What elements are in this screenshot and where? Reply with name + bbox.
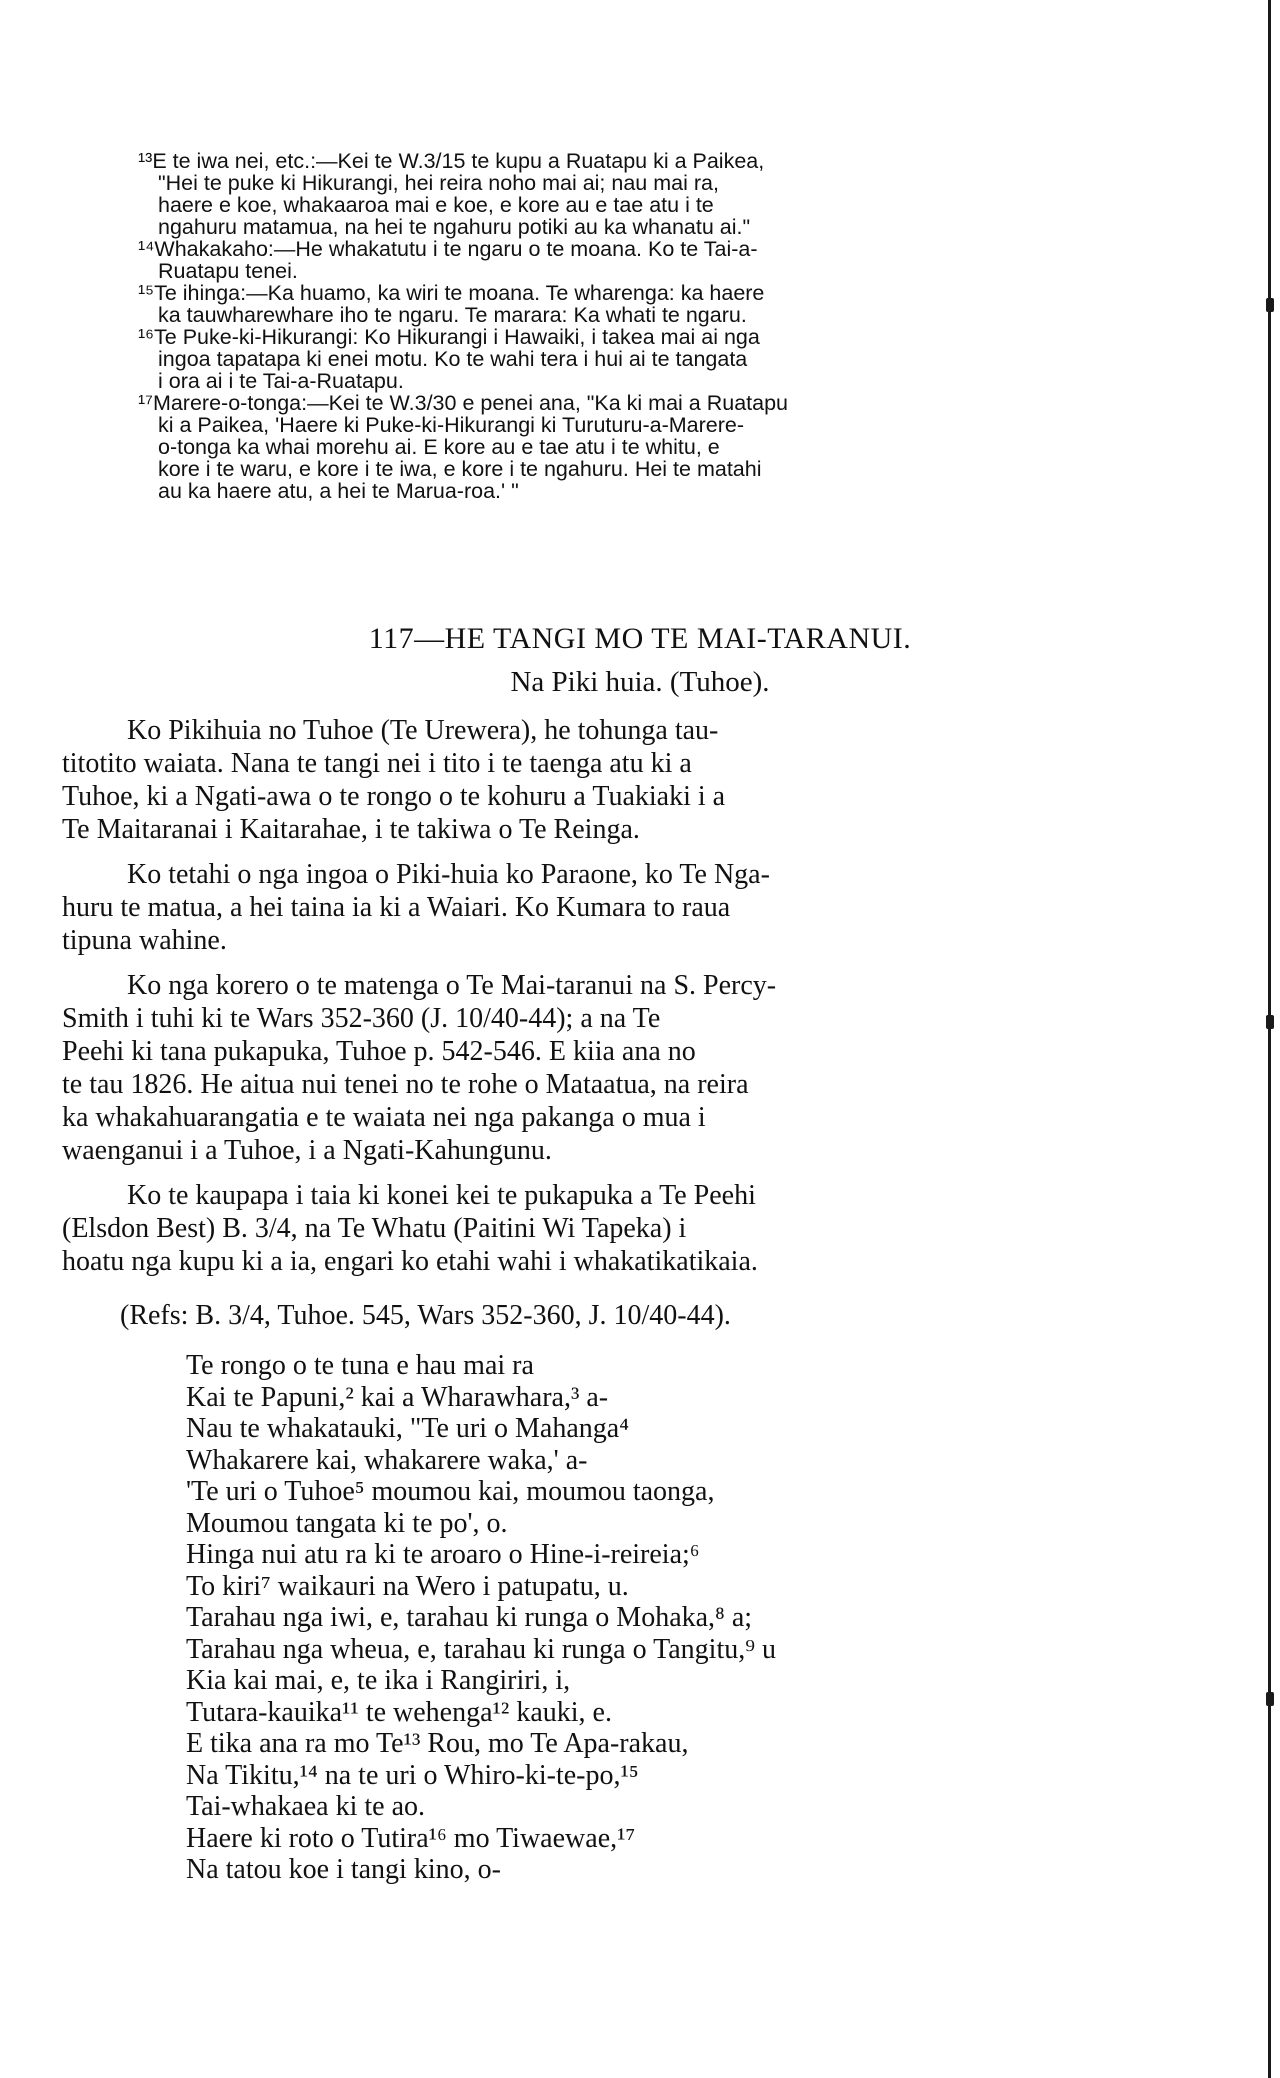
paragraph	[62, 969, 1062, 1167]
note-line: o-tonga ka whai morehu ai. E kore au e tae atu i te whitu, e	[158, 435, 720, 459]
note-line: ingoa tapatapa ki enei motu. Ko te wahi tera i hui ai te tangata	[158, 347, 748, 371]
note-line: ka tauwharewhare iho te ngaru. Te marara: Ka whati te ngaru.	[158, 303, 747, 327]
paragraph-line: Ko Pikihuia no Tuhoe (Te Urewera), he tohunga tau-	[127, 715, 719, 746]
note-line: haere e koe, whakaaroa mai e koe, e kore au e tae atu i te	[158, 193, 714, 217]
footnote-13	[138, 150, 1058, 238]
lyric-line: Kai te Papuni,² kai a Wharawhara,³ a-	[186, 1381, 609, 1413]
lyric-line: Te rongo o te tuna e hau mai ra	[186, 1350, 534, 1381]
lyric-line: Tarahau nga wheua, e, tarahau ki runga o Tangitu,⁹ u	[186, 1633, 776, 1665]
lyric-line: Whakarere kai, whakarere waka,' a-	[186, 1444, 588, 1476]
note-line: ¹⁴Whakakaho:—He whakatutu i te ngaru o te moana. Ko te Tai-a-	[138, 237, 758, 261]
note-line: ¹³E te iwa nei, etc.:—Kei te W.3/15 te kupu a Ruatapu ki a Paikea,	[138, 149, 765, 173]
paragraph-line: Peehi ki tana pukapuka, Tuhoe p. 542-546. E kiia ana no	[62, 1036, 696, 1067]
note-line: ¹⁶Te Puke-ki-Hikurangi: Ko Hikurangi i Hawaiki, i takea mai ai nga	[138, 325, 760, 349]
page-edge-mark	[1266, 1015, 1274, 1029]
paragraph-line: Tuhoe, ki a Ngati-awa o te rongo o te kohuru a Tuakiaki i a	[62, 781, 726, 812]
page-edge-mark	[1266, 298, 1274, 312]
paragraph-line: Te Maitaranai i Kaitarahae, i te takiwa o Te Reinga.	[62, 814, 640, 845]
paragraph-line: te tau 1826. He aitua nui tenei no te rohe o Mataatua, na reira	[62, 1069, 749, 1100]
paragraph-line: Ko te kaupapa i taia ki konei kei te pukapuka a Te Peehi	[127, 1180, 756, 1211]
introduction	[62, 714, 1062, 1290]
song-author: Na Piki huia. (Tuhoe).	[510, 666, 770, 698]
lyric-line: Hinga nui atu ra ki te aroaro o Hine-i-reireia;⁶	[186, 1539, 700, 1570]
lyric-line: Tai-whakaea ki te ao.	[186, 1791, 426, 1822]
lyric-line: Na tatou koe i tangi kino, o-	[186, 1854, 501, 1885]
references: (Refs: B. 3/4, Tuhoe. 545, Wars 352-360, J. 10/40-44).	[120, 1300, 731, 1331]
lyric-line: Nau te whakatauki, "Te uri o Mahanga⁴	[186, 1413, 629, 1444]
note-line: au ka haere atu, a hei te Marua-roa.' "	[158, 479, 519, 503]
footnote-15	[138, 282, 1058, 326]
paragraph-line: Ko nga korero o te matenga o Te Mai-taranui na S. Percy-	[127, 970, 777, 1001]
lyric-line: To kiri⁷ waikauri na Wero i patupatu, u.	[186, 1570, 629, 1602]
note-line: kore i te waru, e kore i te iwa, e kore i te ngahuru. Hei te matahi	[158, 457, 762, 481]
lyric-line: Tarahau nga iwi, e, tarahau ki runga o Mohaka,⁸ a;	[186, 1602, 753, 1633]
paragraph-line: Smith i tuhi ki te Wars 352-360 (J. 10/40-44); a na Te	[62, 1003, 661, 1034]
lyric-line: 'Te uri o Tuhoe⁵ moumou kai, moumou taonga,	[186, 1476, 715, 1507]
note-line: "Hei te puke ki Hikurangi, hei reira noho mai ai; nau mai ra,	[158, 171, 719, 195]
lyric-line: E tika ana ra mo Te¹³ Rou, mo Te Apa-rakau,	[186, 1728, 689, 1759]
paragraph-line: titotito waiata. Nana te tangi nei i tito i te taenga atu ki a	[62, 748, 692, 779]
footnotes	[138, 150, 1058, 502]
song-lyrics	[186, 1350, 776, 1886]
footnote-17	[138, 392, 1058, 502]
paragraph-line: tipuna wahine.	[62, 925, 227, 956]
paragraph	[62, 858, 1062, 957]
footnote-14	[138, 238, 1058, 282]
note-line: ¹⁵Te ihinga:—Ka huamo, ka wiri te moana. Te wharenga: ka haere	[138, 281, 765, 305]
lyric-line: Kia kai mai, e, te ika i Rangiriri, i,	[186, 1665, 571, 1696]
footnote-16	[138, 326, 1058, 392]
page-edge-mark	[1266, 1692, 1274, 1706]
lyric-line: Na Tikitu,¹⁴ na te uri o Whiro-ki-te-po,¹⁵	[186, 1759, 639, 1791]
paragraph-line: huru te matua, a hei taina ia ki a Waiari. Ko Kumara to raua	[62, 892, 731, 923]
lyric-line: Tutara-kauika¹¹ te wehenga¹² kauki, e.	[186, 1696, 612, 1728]
note-line: ngahuru matamua, na hei te ngahuru potiki au ka whanatu ai."	[158, 215, 751, 239]
note-line: i ora ai i te Tai-a-Ruatapu.	[158, 369, 404, 393]
paragraph-line: ka whakahuarangatia e te waiata nei nga pakanga o mua i	[62, 1102, 706, 1133]
paragraph	[62, 1179, 1062, 1278]
note-line: ¹⁷Marere-o-tonga:—Kei te W.3/30 e penei ana, "Ka ki mai a Ruatapu	[138, 391, 789, 415]
paragraph-line: hoatu nga kupu ki a ia, engari ko etahi wahi i whakatikatikaia.	[62, 1246, 758, 1277]
paragraph-line: Ko tetahi o nga ingoa o Piki-huia ko Paraone, ko Te Nga-	[127, 859, 770, 890]
lyric-line: Haere ki roto o Tutira¹⁶ mo Tiwaewae,¹⁷	[186, 1822, 636, 1854]
lyric-line: Moumou tangata ki te po', o.	[186, 1507, 508, 1539]
song-title: 117—HE TANGI MO TE MAI-TARANUI.	[368, 622, 912, 655]
paragraph	[62, 714, 1062, 846]
paragraph-line: waenganui i a Tuhoe, i a Ngati-Kahungunu.	[62, 1135, 552, 1166]
note-line: Ruatapu tenei.	[158, 259, 298, 283]
note-line: ki a Paikea, 'Haere ki Puke-ki-Hikurangi ki Turuturu-a-Marere-	[158, 413, 745, 437]
paragraph-line: (Elsdon Best) B. 3/4, na Te Whatu (Paitini Wi Tapeka) i	[62, 1213, 687, 1244]
